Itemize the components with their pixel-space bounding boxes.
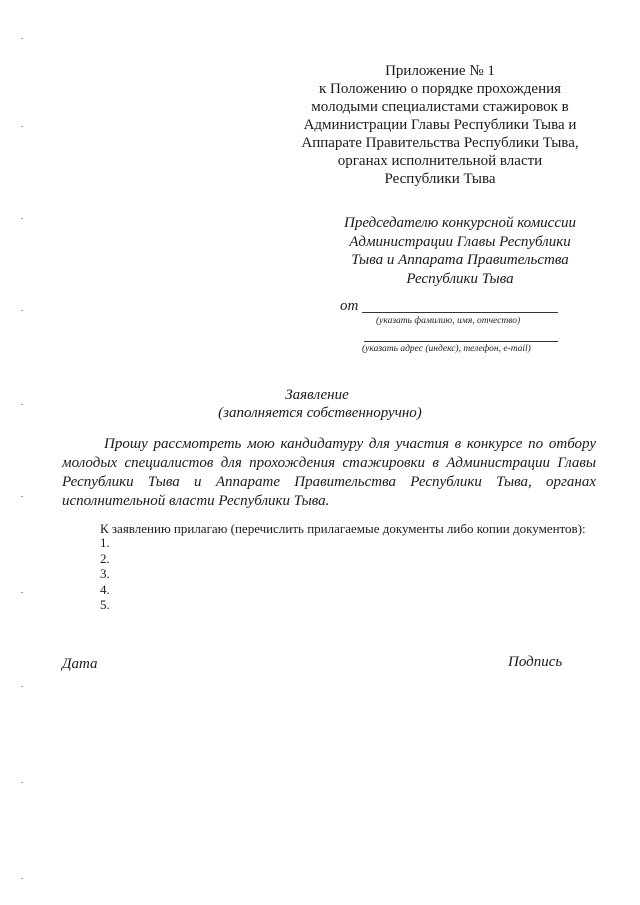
attachment-item: 4. [100, 581, 110, 597]
scan-artifact [21, 126, 23, 127]
scan-artifact [21, 218, 23, 219]
appendix-line: органах исполнительной власти [337, 153, 543, 169]
appendix-line: Администрации Главы Республики Тыва и [303, 117, 577, 133]
document-title [0, 386, 640, 422]
attachments-intro: К заявлению прилагаю (перечислить прилагаемые документы либо копии документов): [100, 521, 586, 536]
scan-artifact [21, 782, 23, 783]
application-body: Прошу рассмотреть мою кандидатуру для участия в конкурсе по отбору молодых специалистов для прохождения стажировки в Администрации Главы Республики Тыва и Аппарате Правительства Республики Тыва, органах исполнительной власти Республики Тыва. [62, 436, 596, 509]
date-label: Дата [62, 656, 98, 672]
appendix-line: Аппарате Правительства Республики Тыва, [301, 135, 579, 151]
applicant-address-field[interactable] [364, 341, 558, 342]
addressee-line: Администрации Главы Республики [349, 233, 571, 250]
attachment-item: 3. [100, 566, 110, 581]
signature-label: Подпись [508, 654, 563, 670]
scan-artifact [21, 686, 23, 687]
scan-artifact [21, 592, 23, 593]
addressee-line: Республики Тыва [406, 270, 514, 287]
attachments-list [100, 535, 110, 613]
attachment-item: 2. [100, 550, 110, 566]
appendix-line: молодыми специалистами стажировок в [311, 99, 569, 115]
from-label: от [340, 298, 359, 314]
address-hint: (указать адрес (индекс), телефон, e-mail) [362, 344, 531, 354]
name-hint: (указать фамилию, имя, отчество) [376, 316, 521, 326]
attachment-item: 5. [100, 597, 110, 612]
appendix-header [285, 62, 595, 188]
attachment-item: 1. [100, 535, 110, 550]
appendix-line: к Положению о порядке прохождения [318, 81, 562, 97]
from-row [340, 298, 560, 318]
addressee-line: Тыва и Аппарата Правительства [351, 252, 569, 268]
scan-artifact [21, 878, 23, 879]
title-subheading: (заполняется собственноручно) [218, 405, 422, 421]
scan-artifact [21, 310, 23, 311]
appendix-line: Приложение № 1 [385, 63, 495, 79]
addressee-line: Председателю конкурсной комиссии [344, 215, 576, 231]
applicant-name-field[interactable] [362, 312, 558, 313]
scan-artifact [21, 404, 23, 405]
scan-artifact [21, 496, 23, 497]
addressee-block [330, 214, 590, 288]
scan-artifact [21, 38, 23, 39]
title-heading: Заявление [285, 387, 349, 403]
appendix-line: Республики Тыва [384, 171, 496, 187]
